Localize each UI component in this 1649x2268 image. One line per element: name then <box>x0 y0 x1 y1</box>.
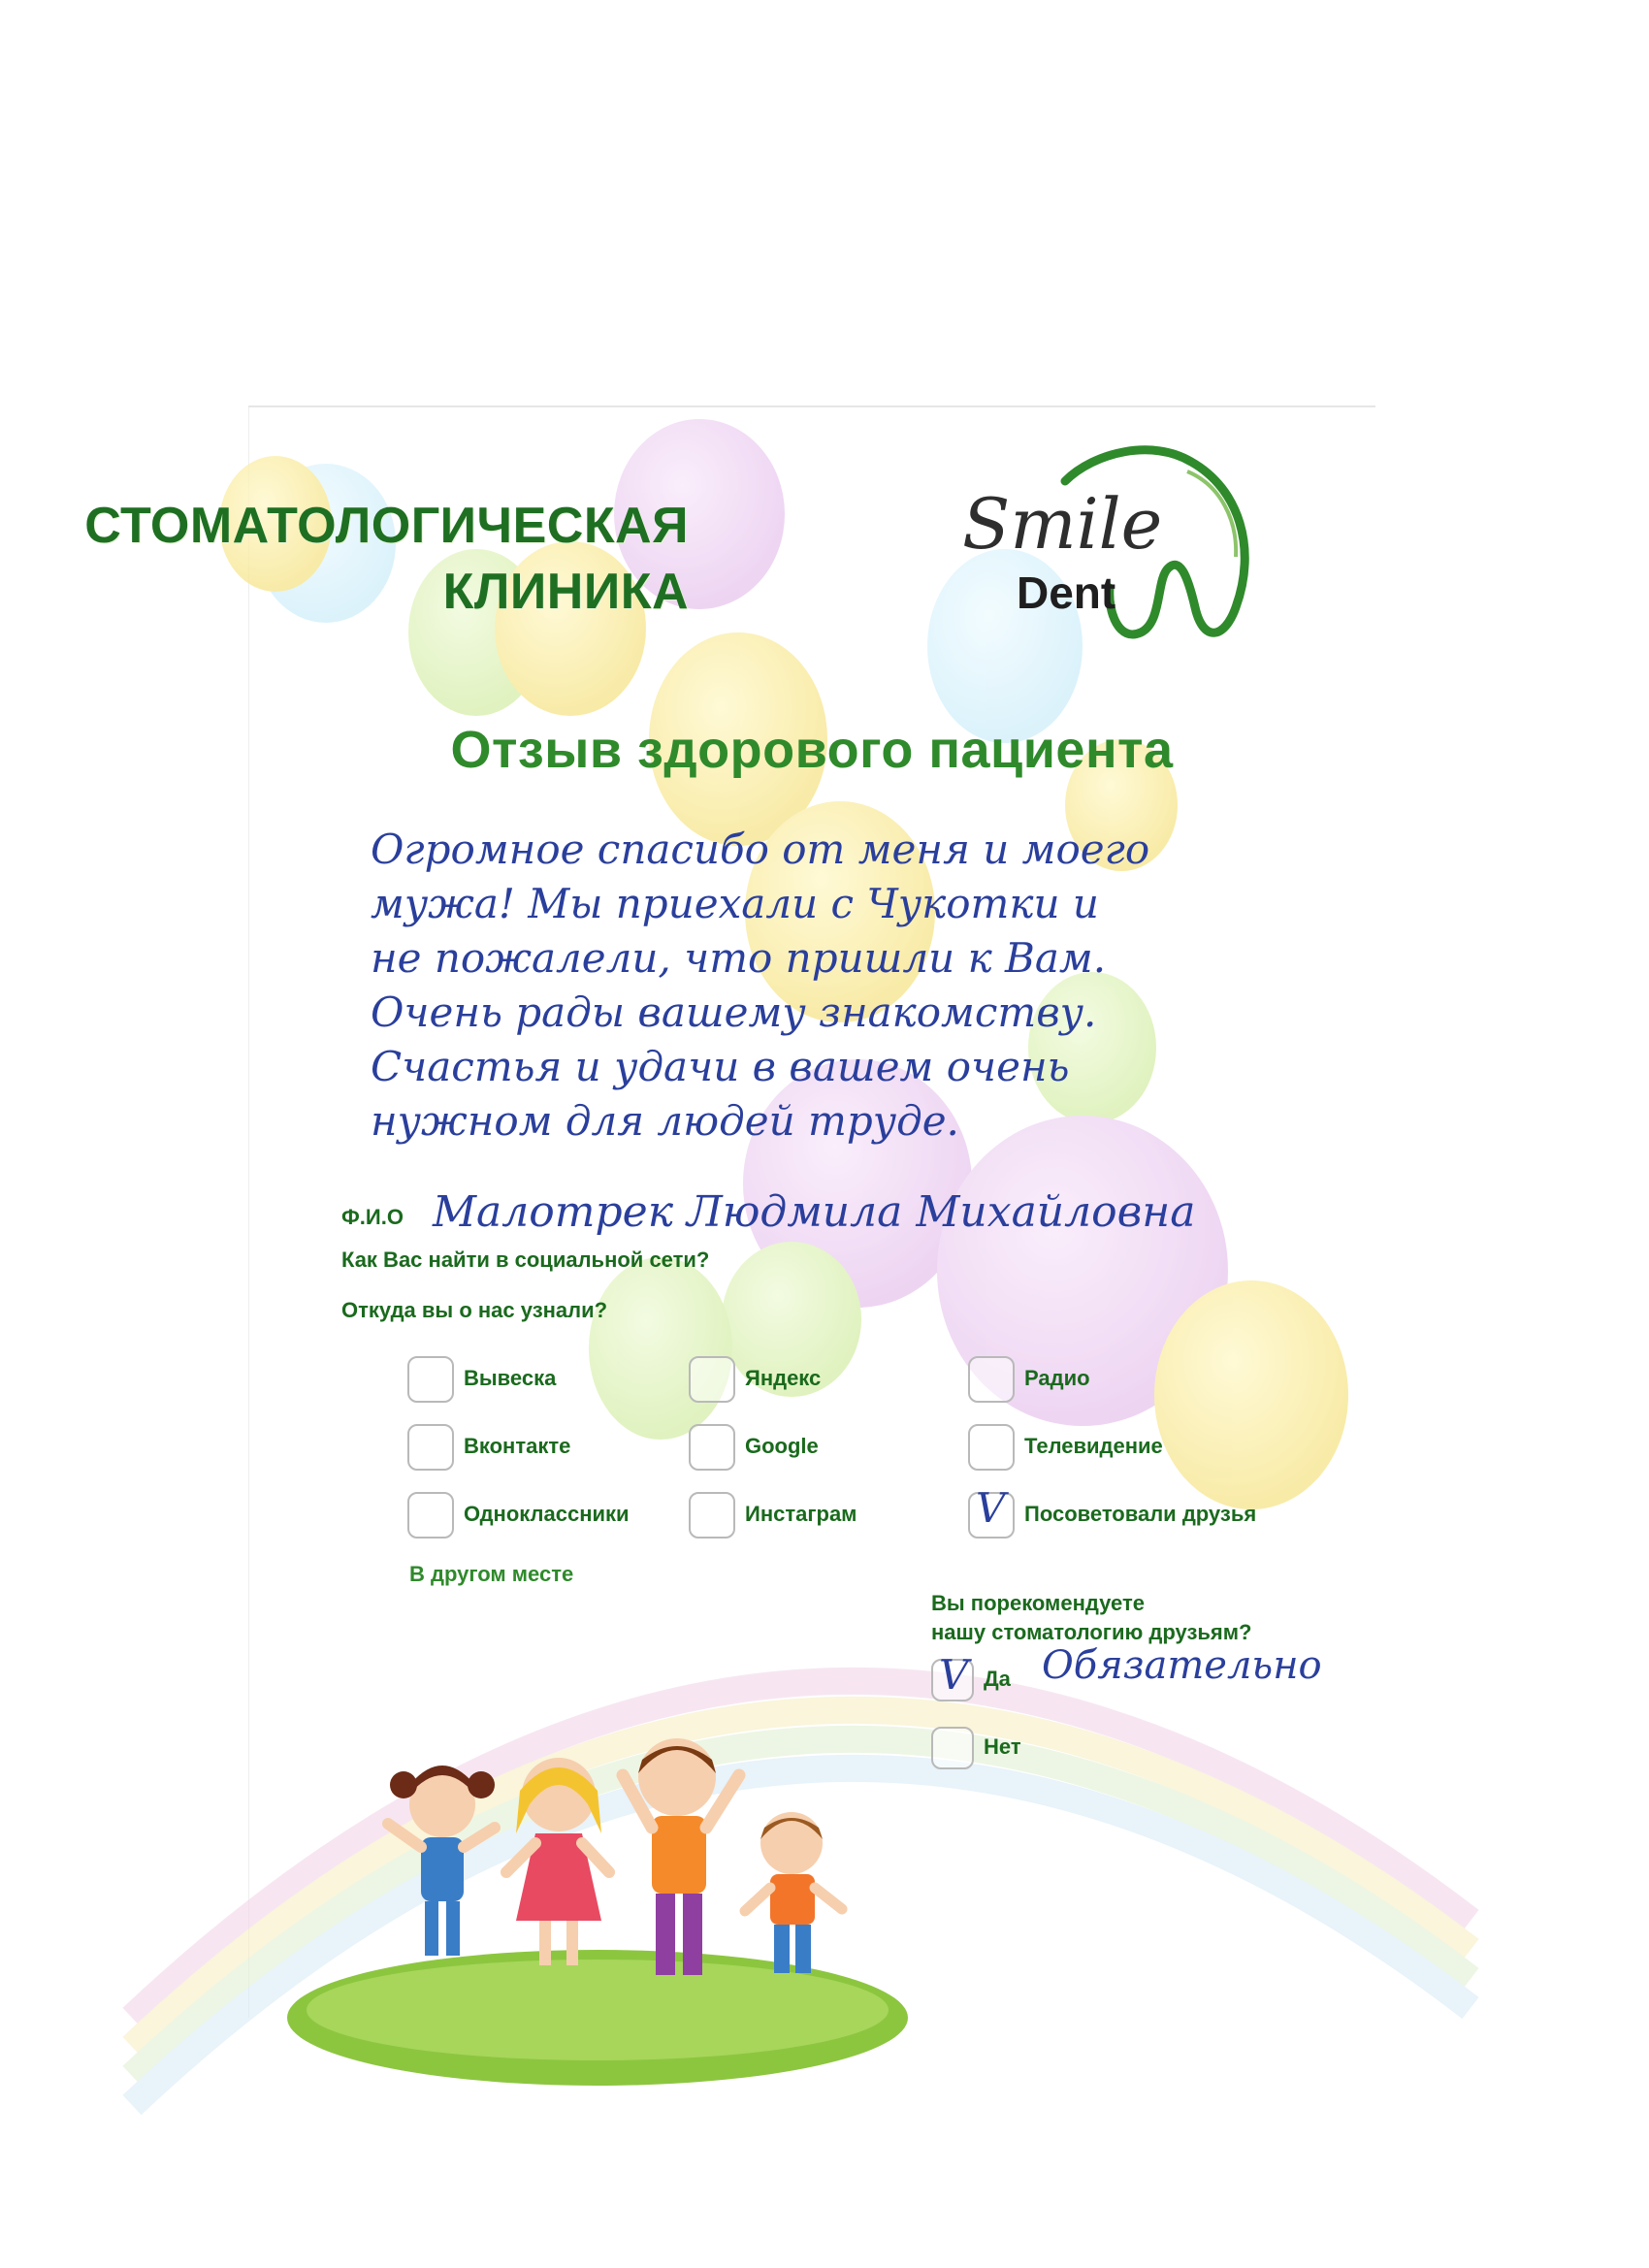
social-network-question: Как Вас найти в социальной сети? <box>341 1247 710 1272</box>
option-label: Вывеска <box>464 1366 557 1390</box>
check-mark-icon: V <box>976 1484 1006 1532</box>
source-question: Откуда вы о нас узнали? <box>341 1298 608 1322</box>
fio-label: Ф.И.О <box>341 1205 404 1229</box>
yes-label: Да <box>984 1667 1011 1691</box>
option-label: Одноклассники <box>464 1502 630 1526</box>
review-line: нужном для людей труде. <box>371 1097 959 1145</box>
review-text <box>371 823 1341 1149</box>
option-label: Вконтакте <box>464 1434 571 1458</box>
other-place-label: В другом месте <box>409 1562 574 1586</box>
review-line: Очень рады вашему знакомству. <box>371 988 1097 1036</box>
checkbox[interactable] <box>968 1356 1015 1403</box>
no-label: Нет <box>984 1734 1021 1759</box>
option-label: Телевидение <box>1024 1434 1163 1458</box>
checkbox[interactable] <box>931 1727 974 1769</box>
checkbox[interactable] <box>407 1424 454 1471</box>
smile-dent-logo <box>949 442 1269 646</box>
review-line: не пожалели, что пришли к Вам. <box>371 934 1107 982</box>
option-label: Инстаграм <box>745 1502 857 1526</box>
check-mark-icon: V <box>939 1651 969 1699</box>
option-label: Радио <box>1024 1366 1090 1390</box>
option-label: Посоветовали друзья <box>1024 1502 1257 1526</box>
review-line: Огромное спасибо от меня и моего <box>371 826 1150 873</box>
recommend-question <box>931 1589 1251 1647</box>
recommend-comment[interactable]: Обязательно <box>1042 1643 1322 1688</box>
checkbox[interactable] <box>689 1356 735 1403</box>
clinic-name-line1: СТОМАТОЛОГИЧЕСКАЯ <box>84 498 689 554</box>
recommend-question-line1: Вы порекомендуете <box>931 1591 1145 1615</box>
feedback-form-sheet <box>84 405 1375 2018</box>
recommend-question-line2: нашу стоматологию друзьям? <box>931 1620 1252 1644</box>
clinic-name-line2: КЛИНИКА <box>442 564 689 620</box>
logo-dent-text: Dent <box>1017 567 1116 618</box>
option-label: Google <box>745 1434 819 1458</box>
checkbox[interactable] <box>689 1424 735 1471</box>
checkbox[interactable] <box>968 1424 1015 1471</box>
logo-smile-text: Smile <box>962 483 1163 565</box>
review-line: Счастья и удачи в вашем очень <box>371 1043 1070 1090</box>
checkbox[interactable] <box>407 1492 454 1539</box>
checkbox[interactable] <box>407 1356 454 1403</box>
option-label: Яндекс <box>745 1366 822 1390</box>
review-line: мужа! Мы приехали с Чукотки и <box>371 880 1099 927</box>
checkbox[interactable] <box>689 1492 735 1539</box>
fio-value[interactable]: Малотрек Людмила Михайловна <box>433 1187 1196 1237</box>
children-illustration <box>307 1727 879 2018</box>
form-title: Отзыв здорового пациента <box>450 721 1174 779</box>
